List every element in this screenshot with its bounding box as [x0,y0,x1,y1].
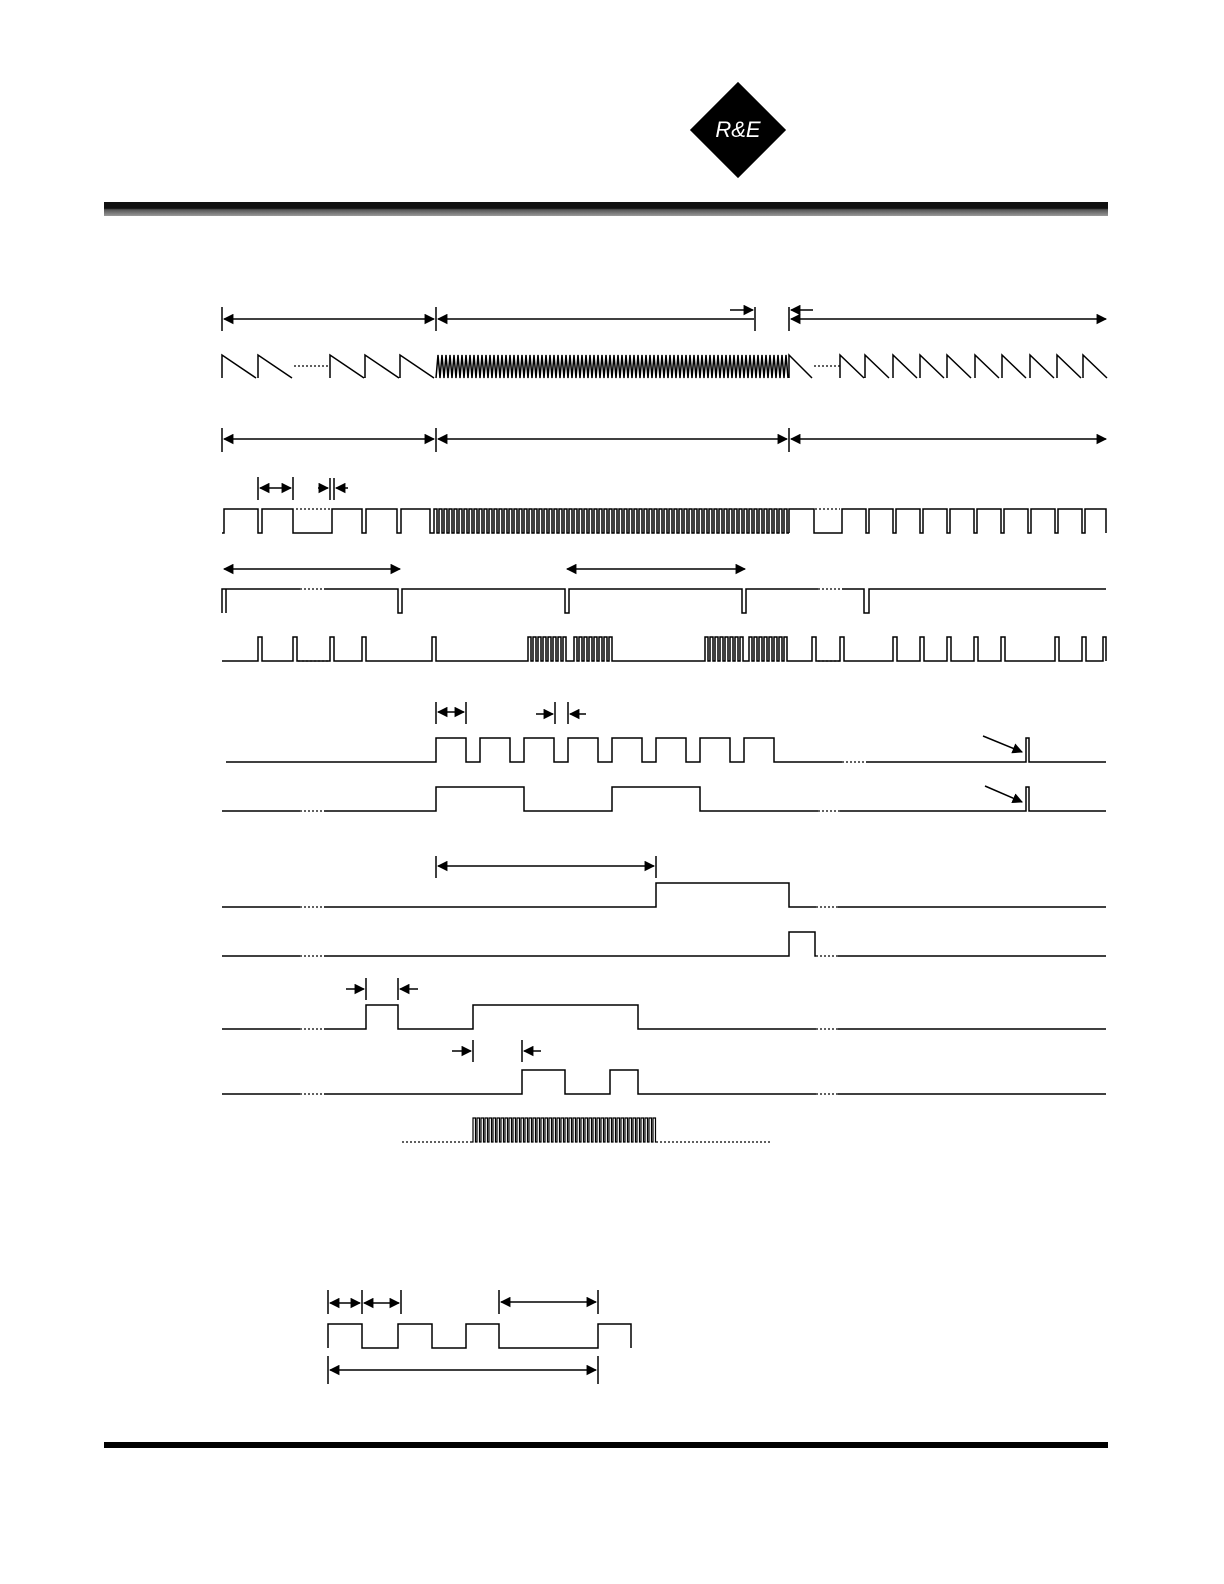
detail-dimension-arrows [328,1290,598,1384]
clock-dimension-arrows [222,428,1106,500]
dclk-trace [226,738,842,762]
clock-waveform [222,509,1106,533]
data-trace [324,787,818,811]
ramp-dimension-arrows [222,307,1106,331]
window-waveform [222,883,1106,907]
clock-trace [432,509,789,533]
clock-trace [222,509,432,533]
carrier-burst-waveform [402,1118,770,1142]
ramp-trace [436,355,788,378]
enable-waveform [222,1005,1106,1029]
strobe-waveform [222,932,1106,956]
data-clock-waveform [226,738,1106,762]
window-dimension-arrow [436,856,656,878]
detail-waveform [328,1324,631,1348]
frame-trace [222,589,1106,613]
strobe-trace [324,932,816,956]
burst-waveform [222,637,1106,661]
enable-trace [324,1005,816,1029]
burst-trace [222,637,1106,661]
window-trace [324,883,816,907]
ramp-trace [789,355,1107,378]
dclk-trace [866,738,1106,762]
footer-rule [104,1442,1108,1448]
enable-dimension-arrows [346,978,541,1062]
clock-trace [789,509,1106,533]
data-waveform [222,787,1106,811]
data-trace [840,787,1106,811]
logo-text: R&E [715,117,761,142]
frame-waveform [222,589,1106,613]
ramp-waveform [222,355,1107,378]
carrier-trace [472,1118,656,1142]
output-trace [324,1070,816,1094]
detail-trace [328,1324,631,1348]
output-waveform [222,1070,1106,1094]
